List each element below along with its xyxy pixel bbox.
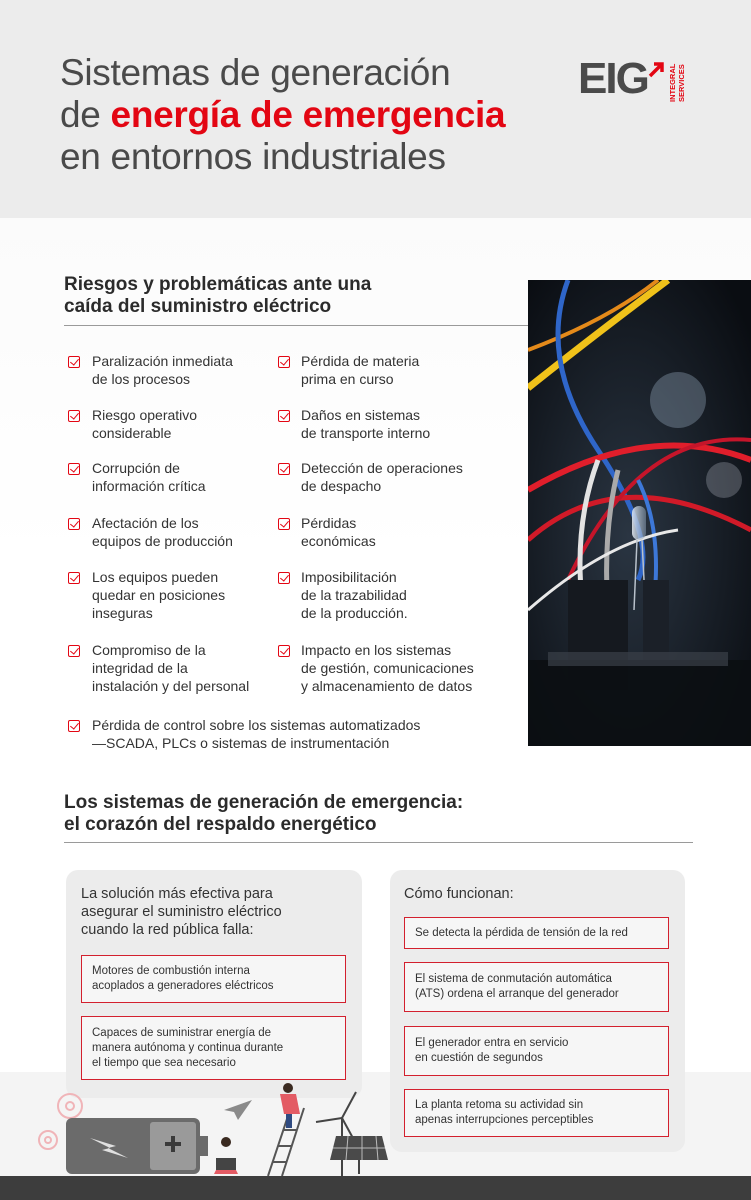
risks-title: Riesgos y problemáticas ante una caída del suministro eléctrico [64,274,372,317]
logo-arrow-icon [644,58,668,82]
check-icon [278,410,290,422]
risk-item: Pérdida de materia prima en curso [301,353,420,387]
check-icon [278,645,290,657]
battery-icon [66,1118,208,1174]
check-icon [278,356,290,368]
systems-title: Los sistemas de generación de emergencia: el corazón del respaldo energético [64,792,464,835]
check-icon [68,410,80,422]
divider [64,325,528,326]
check-icon [68,645,80,657]
cables-photo [528,280,751,746]
risk-item: Pérdidas económicas [301,515,376,549]
risk-item: Riesgo operativo considerable [92,407,198,441]
check-icon [278,572,290,584]
risk-item: Corrupción de información crítica [92,460,206,494]
divider [64,842,693,843]
page-title: Sistemas de generación de energía de emergencia en entornos industriales [60,52,506,177]
person-icon [214,1137,238,1174]
risk-item: Imposibilitación de la trazabilidad de la producción. [301,569,408,621]
logo-subtext: INTEGRAL SERVICES [668,63,686,102]
step-box: La planta retoma su actividad sin apenas interrupciones perceptibles [404,1089,669,1137]
wind-turbine-icon [316,1092,356,1176]
risk-item: Paralización inmediata de los procesos [92,353,233,387]
energy-illustration [30,1078,390,1176]
risk-item: Detección de operaciones de despacho [301,460,463,494]
risk-item: Daños en sistemas de transporte interno [301,407,431,441]
check-icon [278,463,290,475]
check-icon [68,356,80,368]
solution-box: Capaces de suministrar energía de manera autónoma y continua durante el tiempo que sea necesario [81,1016,346,1080]
check-icon [68,572,80,584]
solar-panel-icon [330,1136,388,1174]
climber-icon [280,1083,300,1128]
check-icon [68,463,80,475]
solution-lead: La solución más efectiva para asegurar el suministro eléctrico cuando la red pública falla: [81,886,282,938]
risk-item: Pérdida de control sobre los sistemas automatizados —SCADA, PLCs o sistemas de instrumentación [92,717,421,751]
solution-box: Motores de combustión interna acoplados a generadores eléctricos [81,955,346,1003]
step-box: El generador entra en servicio en cuestión de segundos [404,1026,669,1076]
check-icon [68,720,80,732]
step-box: Se detecta la pérdida de tensión de la red [404,917,669,949]
step-box: El sistema de conmutación automática (ATS) ordena el arranque del generador [404,962,669,1012]
check-icon [68,518,80,530]
risk-item: Afectación de los equipos de producción [92,515,233,549]
risk-item: Compromiso de la integridad de la instalación y del personal [92,642,250,694]
title-highlight: energía de emergencia [110,94,506,135]
risk-item: Los equipos pueden quedar en posiciones inseguras [92,569,226,621]
how-it-works-lead: Cómo funcionan: [404,886,514,902]
eig-logo: EIG INTEGRAL SERVICES [578,56,698,104]
check-icon [278,518,290,530]
paper-plane-icon [224,1100,252,1120]
risk-item: Impacto en los sistemas de gestión, comunicaciones y almacenamiento de datos [301,642,474,694]
footer-bar [0,1176,751,1200]
